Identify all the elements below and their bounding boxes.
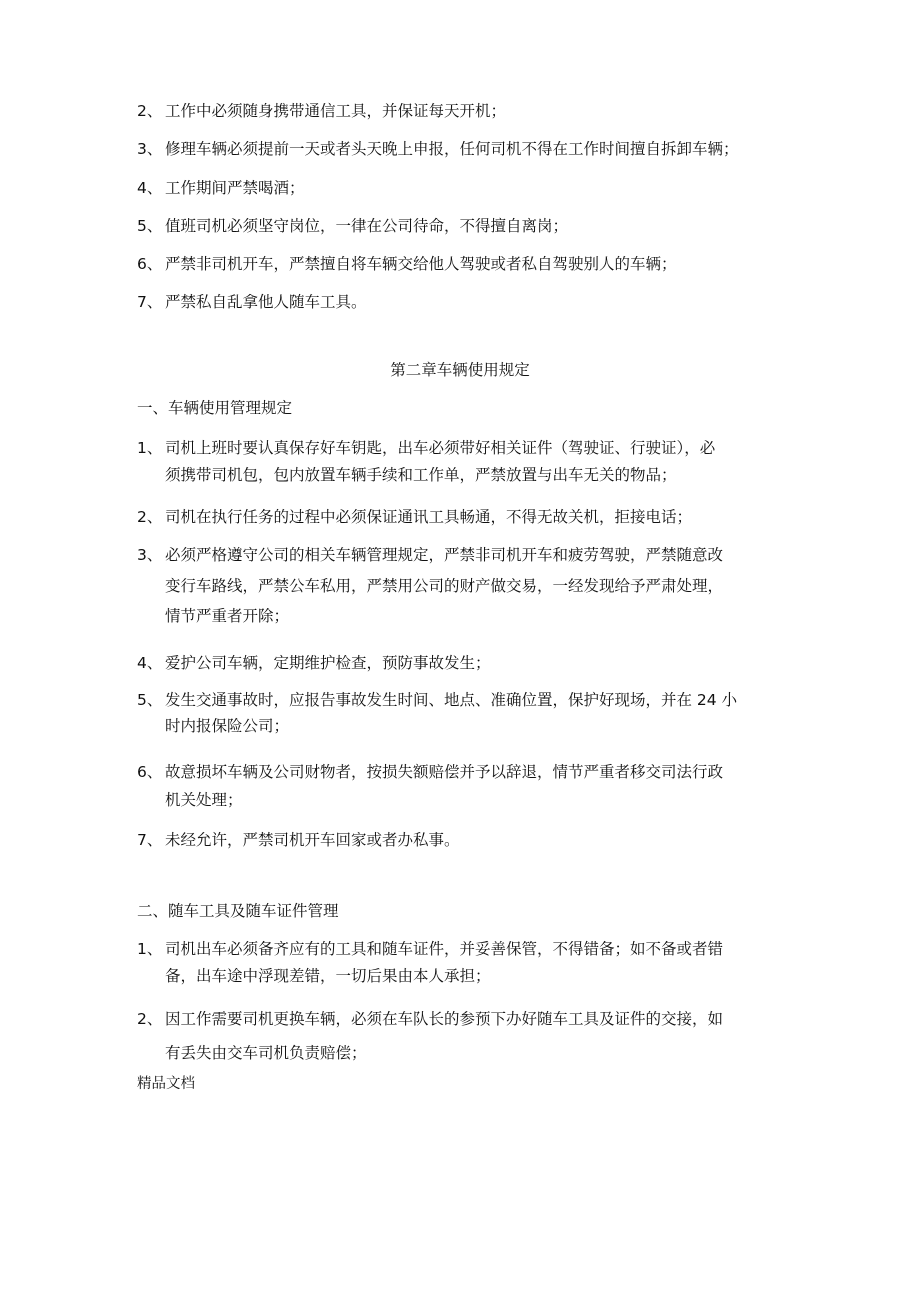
- list-item-text-continued: 情节严重者开除；: [165, 607, 290, 625]
- list-item-text: 发生交通事故时，应报告事故发生时间、地点、准确位置，保护好现场，并在 24 小: [165, 691, 738, 709]
- list-item-number: 2、: [137, 1010, 163, 1028]
- list-item-text: 爱护公司车辆，定期维护检查，预防事故发生；: [165, 654, 491, 672]
- list-item-text-continued: 时内报保险公司；: [165, 717, 290, 735]
- list-item-text: 值班司机必须坚守岗位，一律在公司待命，不得擅自离岗；: [165, 217, 569, 235]
- list-item-text: 司机上班时要认真保存好车钥匙，出车必须带好相关证件（驾驶证、行驶证），必: [165, 439, 716, 457]
- list-item-text: 严禁非司机开车，严禁擅自将车辆交给他人驾驶或者私自驾驶别人的车辆；: [165, 255, 677, 273]
- list-item-text: 未经允许，严禁司机开车回家或者办私事。: [165, 831, 460, 849]
- chapter-title: 第二章车辆使用规定: [390, 361, 530, 379]
- list-item-text: 司机在执行任务的过程中必须保证通讯工具畅通，不得无故关机，拒接电话；: [165, 508, 693, 526]
- list-item-text: 司机出车必须备齐应有的工具和随车证件，并妥善保管，不得错备；如不备或者错: [165, 940, 724, 958]
- list-item-text: 故意损坏车辆及公司财物者，按损失额赔偿并予以辞退，情节严重者移交司法行政: [165, 763, 724, 781]
- list-item-number: 6、: [137, 255, 163, 273]
- list-item-number: 2、: [137, 102, 163, 120]
- list-item-text-continued: 有丢失由交车司机负责赔偿；: [165, 1044, 367, 1062]
- list-item-text: 必须严格遵守公司的相关车辆管理规定，严禁非司机开车和疲劳驾驶，严禁随意改: [165, 546, 724, 564]
- list-item-text: 工作期间严禁喝酒；: [165, 179, 305, 197]
- page-footer: 精品文档: [137, 1076, 195, 1092]
- list-item-text-continued: 备，出车途中浮现差错，一切后果由本人承担；: [165, 967, 491, 985]
- list-item-text-continued: 变行车路线，严禁公车私用，严禁用公司的财产做交易，一经发现给予严肃处理，: [165, 577, 724, 595]
- list-item-text: 工作中必须随身携带通信工具，并保证每天开机；: [165, 102, 507, 120]
- list-item-number: 7、: [137, 831, 163, 849]
- section-heading: 一、车辆使用管理规定: [137, 399, 293, 417]
- list-item-number: 5、: [137, 217, 163, 235]
- list-item-text: 修理车辆必须提前一天或者头天晚上申报，任何司机不得在工作时间擅自拆卸车辆；: [165, 140, 739, 158]
- list-item-text: 严禁私自乱拿他人随车工具。: [165, 293, 367, 311]
- list-item-text: 因工作需要司机更换车辆，必须在车队长的参预下办好随车工具及证件的交接，如: [165, 1010, 724, 1028]
- list-item-number: 2、: [137, 508, 163, 526]
- section-heading: 二、随车工具及随车证件管理: [137, 902, 339, 920]
- list-item-text-continued: 机关处理；: [165, 791, 243, 809]
- list-item-number: 6、: [137, 763, 163, 781]
- list-item-number: 7、: [137, 293, 163, 311]
- list-item-number: 4、: [137, 654, 163, 672]
- list-item-number: 1、: [137, 940, 163, 958]
- list-item-number: 3、: [137, 140, 163, 158]
- list-item-number: 3、: [137, 546, 163, 564]
- list-item-number: 4、: [137, 179, 163, 197]
- list-item-number: 5、: [137, 691, 163, 709]
- list-item-text-continued: 须携带司机包，包内放置车辆手续和工作单，严禁放置与出车无关的物品；: [165, 466, 677, 484]
- list-item-number: 1、: [137, 439, 163, 457]
